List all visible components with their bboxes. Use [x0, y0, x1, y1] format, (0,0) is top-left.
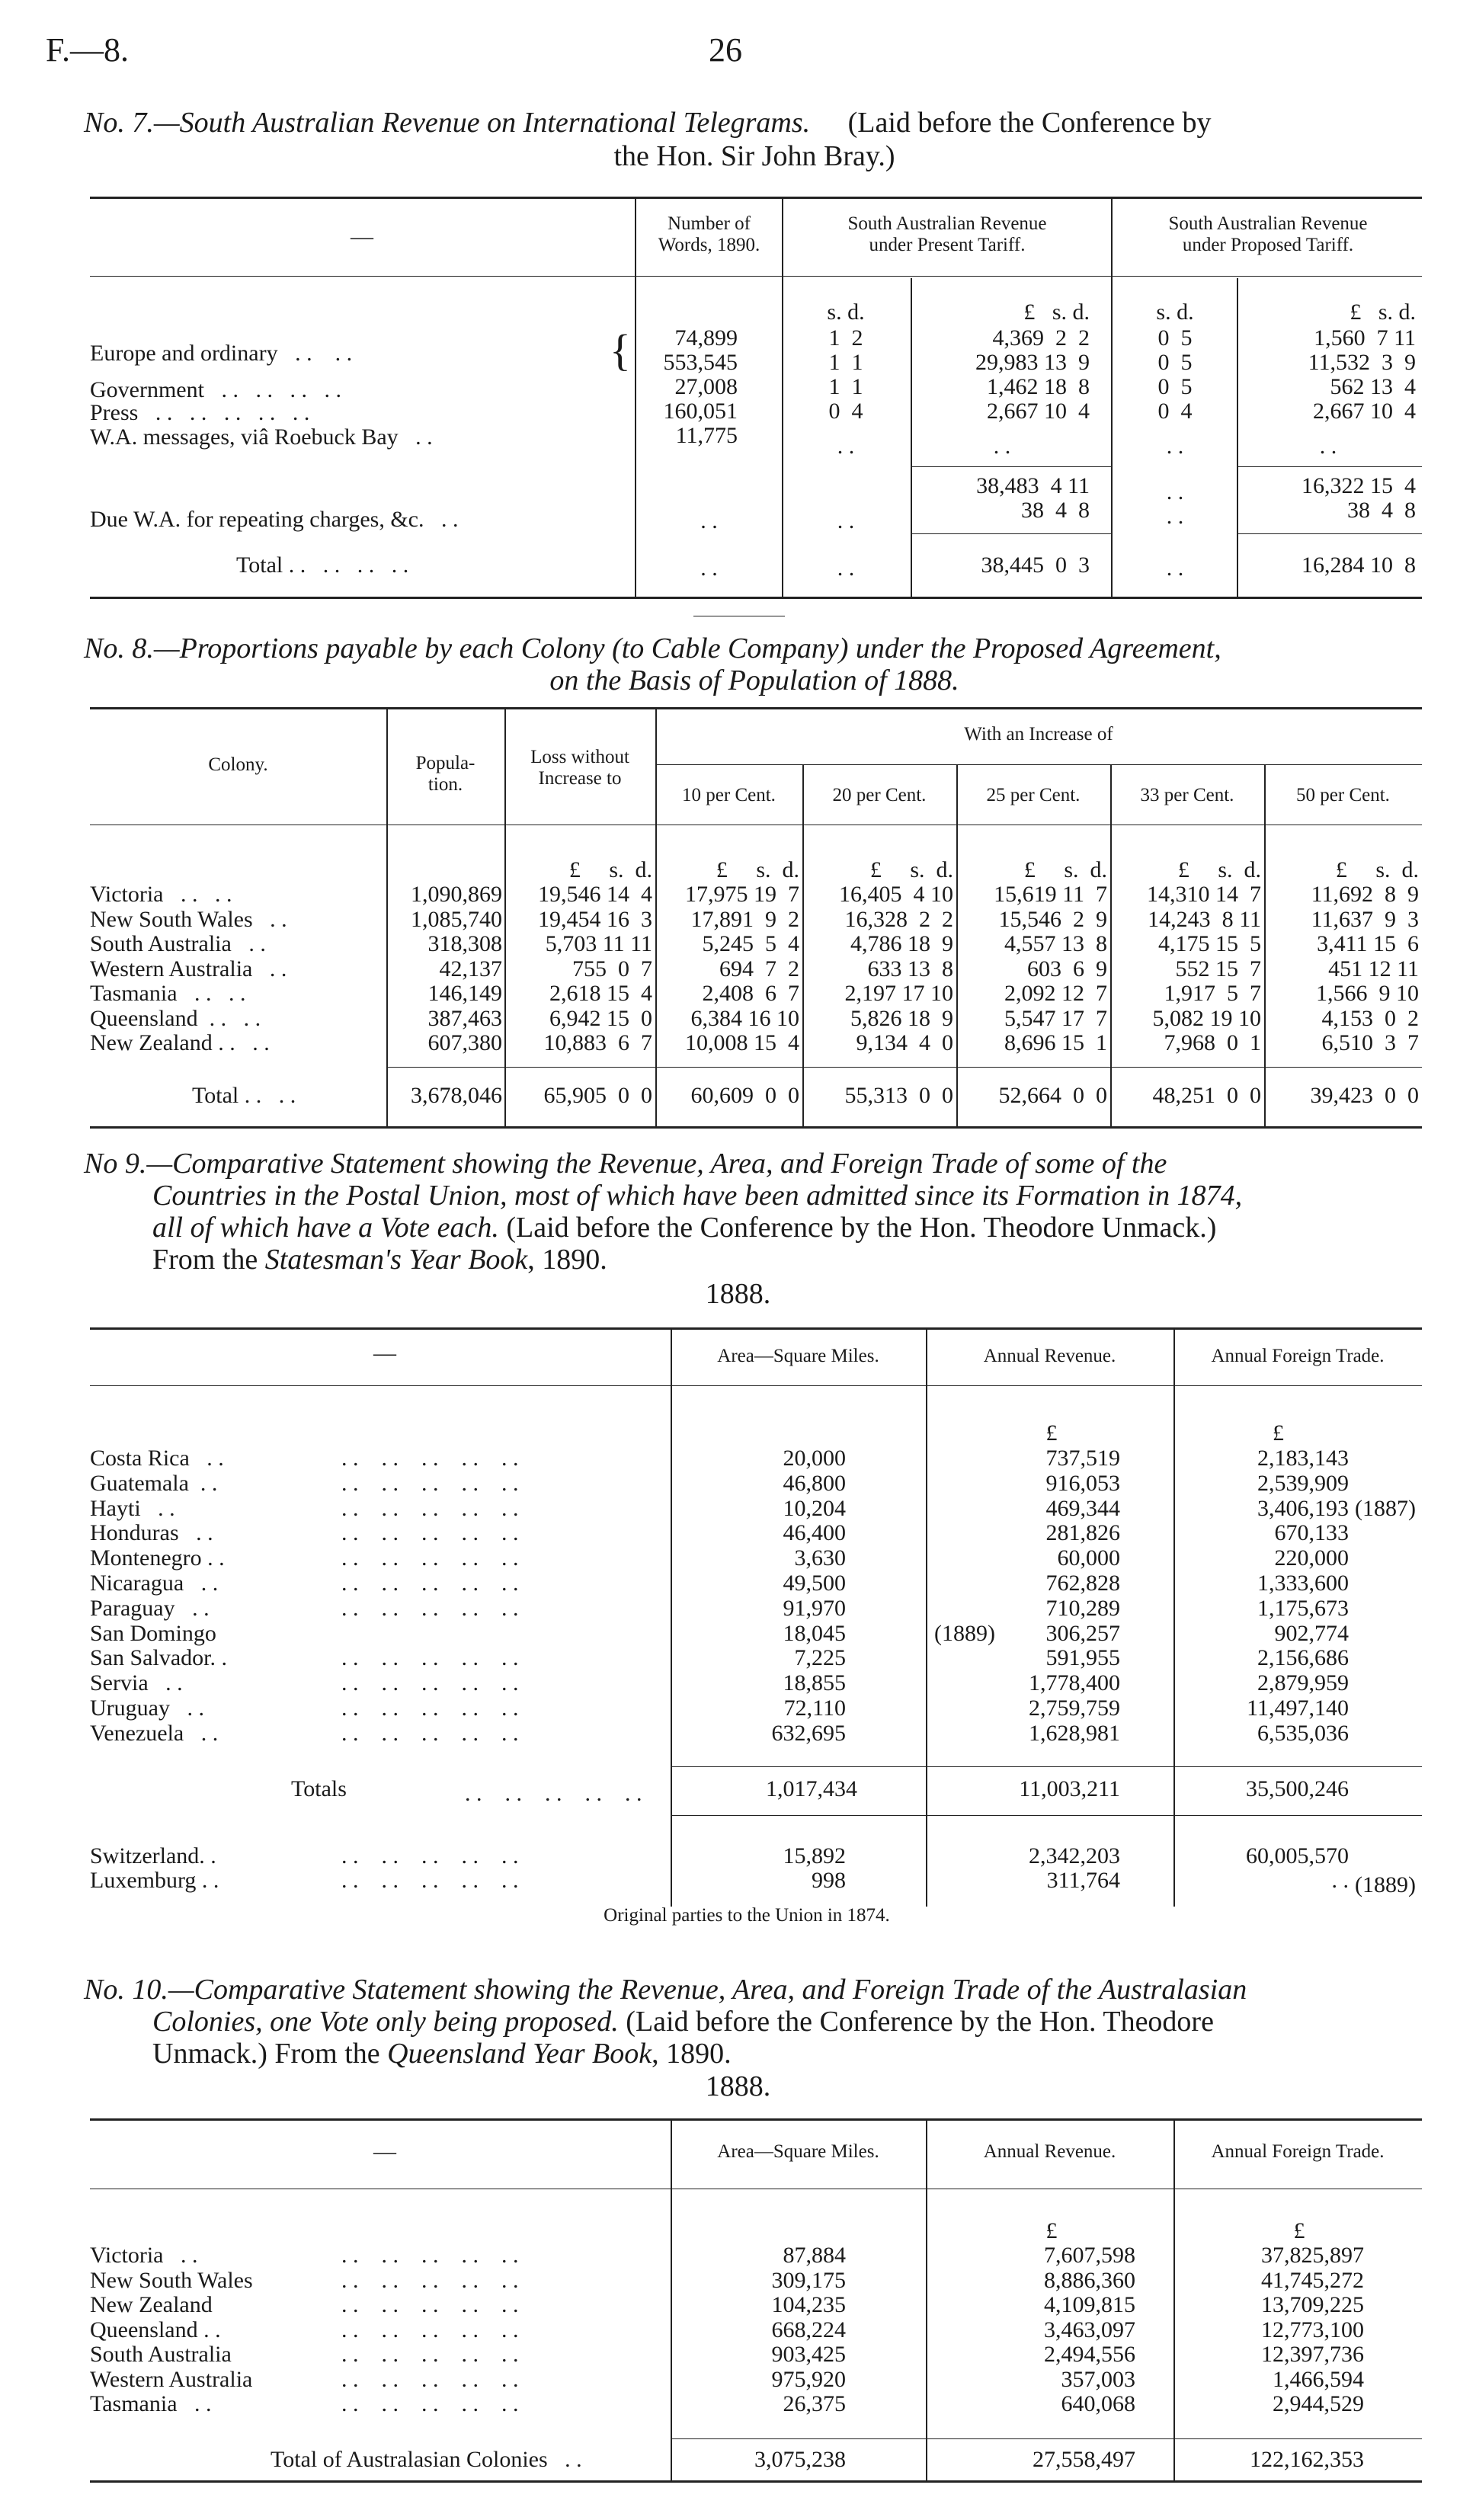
amount-cell: 1,566 9 10: [1316, 981, 1419, 1006]
proposed-rate-cell: 0 5: [1157, 325, 1193, 351]
amount-cell: 6,384 16 10: [690, 1005, 799, 1031]
present-total-cell: 4,369 2 2: [992, 325, 1090, 351]
table-7-title: No. 7.—South Australian Revenue on International Telegrams.: [84, 107, 811, 139]
page-reference: F.—8.: [46, 31, 129, 69]
table-7-caption-line2: the Hon. Sir John Bray.): [613, 140, 895, 172]
revenue-cell: 3,463,097: [1044, 2317, 1135, 2342]
trade-cell: 220,000: [1274, 1545, 1349, 1571]
row-label: Uruguay . .: [90, 1695, 204, 1721]
units: £ s. d.: [716, 857, 799, 882]
total-cell: 55,313 0 0: [844, 1083, 953, 1108]
trade-cell: 12,773,100: [1261, 2317, 1364, 2342]
row-label: Guatemala . .: [90, 1470, 218, 1496]
amount-cell: 10,008 15 4: [685, 1030, 799, 1055]
trade-cell: 2,156,686: [1257, 1645, 1349, 1671]
dots: . . . . . . . . . .: [341, 2317, 519, 2342]
amount-cell: 4,557 13 8: [1004, 931, 1107, 956]
present-total-cell: 2,667 10 4: [987, 399, 1090, 424]
row-label: Western Australia . .: [90, 956, 287, 981]
stub-dash: —: [373, 2139, 396, 2164]
amount-cell: 6,510 3 7: [1321, 1030, 1419, 1055]
present-rate-cell: . .: [837, 434, 855, 459]
dots: . . . . . . . . . .: [341, 1645, 519, 1671]
brace-icon: {: [610, 325, 631, 375]
dots: . . . . . . . . . .: [341, 1495, 519, 1521]
population-cell: 146,149: [427, 981, 502, 1006]
amount-cell: 11,637 9 3: [1311, 906, 1419, 932]
revenue-cell: 469,344: [1045, 1495, 1120, 1521]
amount-cell: 15,619 11 7: [994, 882, 1107, 907]
trade-cell: 3,406,193: [1257, 1495, 1349, 1521]
amount-cell: 755 0 7: [572, 956, 652, 981]
row-label: Nicaragua . .: [90, 1571, 219, 1596]
table-8-title-line2: on the Basis of Population of 1888.: [549, 664, 959, 696]
page-number: 26: [709, 31, 742, 69]
area-cell: 998: [812, 1868, 846, 1893]
amount-cell: 5,245 5 4: [702, 931, 799, 956]
table-7-present-sd-units: s. d.: [827, 299, 865, 325]
col-trade: Annual Foreign Trade.: [1211, 1346, 1385, 1366]
units: £ s. d.: [1023, 857, 1107, 882]
trade-cell: 11,497,140: [1247, 1695, 1349, 1721]
table-7-stub-dash: —: [351, 224, 373, 249]
col-loss: Loss without Increase to: [530, 747, 629, 789]
pound-unit: £: [1045, 1420, 1058, 1446]
due-proposed: 38 4 8: [1347, 498, 1416, 523]
area-cell: 46,800: [783, 1470, 846, 1496]
revenue-cell: 2,494,556: [1044, 2342, 1135, 2367]
revenue-cell: 710,289: [1045, 1595, 1120, 1621]
population-cell: 387,463: [427, 1005, 502, 1031]
amount-cell: 8,696 15 1: [1004, 1030, 1107, 1055]
present-total-cell: 29,983 13 9: [975, 350, 1090, 375]
pound-unit: £: [1293, 2218, 1305, 2243]
due-label: Due W.A. for repeating charges, &c. . .: [90, 507, 459, 532]
dots: . . . . . . . . . .: [341, 1843, 519, 1868]
row-label: Switzerland. .: [90, 1843, 216, 1868]
words-cell: 553,545: [663, 350, 738, 375]
dots: . . . . . . . . . .: [341, 2342, 519, 2367]
area-cell: 20,000: [783, 1446, 846, 1471]
revenue-cell: 2,759,759: [1029, 1695, 1120, 1721]
amount-cell: 9,134 4 0: [856, 1030, 953, 1055]
proposed-total-cell: 1,560 7 11: [1314, 325, 1416, 351]
dots: . .: [1166, 504, 1184, 529]
dots: . . . . . . . . . .: [341, 2391, 519, 2416]
row-label: San Salvador. .: [90, 1645, 227, 1671]
amount-cell: 6,942 15 0: [549, 1005, 652, 1031]
row-label: Queensland . .: [90, 2317, 221, 2342]
proposed-rate-cell: . .: [1166, 434, 1184, 459]
dots: . . . . . . . . . .: [341, 1595, 519, 1621]
col-25: 25 per Cent.: [986, 785, 1081, 805]
proposed-total-cell: . .: [1319, 434, 1337, 459]
amount-cell: 17,891 9 2: [690, 906, 799, 932]
revenue-cell: 640,068: [1061, 2391, 1135, 2416]
caption-source: Statesman's Year Book: [264, 1244, 528, 1276]
amount-cell: 633 13 8: [867, 956, 953, 981]
amount-cell: 2,408 6 7: [702, 981, 799, 1006]
trade-cell: 2,183,143: [1257, 1446, 1349, 1471]
totals-label: Totals: [291, 1776, 347, 1801]
amount-cell: 16,405 4 10: [839, 882, 953, 907]
caption-line: , 1890.: [652, 2038, 732, 2070]
row-label: New Zealand . . . .: [90, 1030, 270, 1055]
pound-unit: £: [1273, 1420, 1284, 1446]
row-label: Hayti . .: [90, 1495, 175, 1521]
revenue-cell: 306,257: [1045, 1620, 1120, 1646]
row-label: Venezuela . .: [90, 1720, 219, 1746]
amount-cell: 2,618 15 4: [549, 981, 652, 1006]
col-area: Area—Square Miles.: [717, 2141, 879, 2162]
dots: . . . . . . . . . .: [341, 2267, 519, 2293]
revenue-cell: 281,826: [1045, 1520, 1120, 1546]
amount-cell: 7,968 0 1: [1164, 1030, 1261, 1055]
area-cell: 15,892: [783, 1843, 846, 1868]
col-revenue: Annual Revenue.: [983, 2141, 1116, 2162]
row-label: Tasmania . .: [90, 2391, 212, 2416]
row-label: New South Wales . .: [90, 906, 287, 932]
total-label: Total . . . .: [192, 1083, 296, 1108]
total-cell: 52,664 0 0: [998, 1083, 1107, 1108]
dots: . . . . . . . . . .: [341, 2243, 519, 2268]
note-cell: (1887): [1355, 1495, 1416, 1521]
proposed-rate-cell: 0 4: [1157, 399, 1193, 424]
area-cell: 309,175: [771, 2267, 846, 2293]
units: £ s. d.: [1177, 857, 1261, 882]
area-cell: 668,224: [771, 2317, 846, 2342]
amount-cell: 15,546 2 9: [998, 906, 1107, 932]
stub-dash: —: [373, 1340, 396, 1366]
proposed-total-cell: 562 13 4: [1330, 374, 1416, 399]
total-population: 3,678,046: [411, 1083, 502, 1108]
population-cell: 1,085,740: [411, 906, 502, 932]
caption-line: Unmack.) From the: [152, 2038, 388, 2070]
dots: . .: [837, 556, 855, 581]
amount-cell: 3,411 15 6: [1317, 931, 1419, 956]
revenue-cell: 60,000: [1057, 1545, 1120, 1571]
row-label: Montenegro . .: [90, 1545, 225, 1571]
amount-cell: 10,883 6 7: [543, 1030, 652, 1055]
totals-revenue: 11,003,211: [1019, 1776, 1120, 1801]
dots: . . . . . . . . . .: [341, 2292, 519, 2317]
pound-unit: £: [1045, 2218, 1058, 2243]
area-cell: 18,045: [783, 1620, 846, 1646]
amount-cell: 5,703 11 11: [545, 931, 652, 956]
area-cell: 87,884: [783, 2243, 846, 2268]
table-7-proposed-sd-units: s. d.: [1156, 299, 1194, 325]
area-cell: 7,225: [794, 1645, 846, 1671]
proposed-total-cell: 2,667 10 4: [1313, 399, 1416, 424]
revenue-cell: 8,886,360: [1044, 2267, 1135, 2293]
revenue-cell: 1,778,400: [1029, 1670, 1120, 1696]
dots: . . . . . . . . . .: [341, 1720, 519, 1746]
words-cell: 160,051: [663, 399, 738, 424]
present-rate-cell: 1 1: [828, 350, 863, 375]
proposed-rate-cell: 0 5: [1157, 374, 1193, 399]
caption-line: Colonies, one Vote only being proposed.: [152, 2006, 619, 2038]
trade-cell: 13,709,225: [1261, 2292, 1364, 2317]
row-label: San Domingo: [90, 1620, 216, 1646]
row-label: Government . . . . . . . .: [90, 377, 341, 402]
trade-cell: 12,397,736: [1261, 2342, 1364, 2367]
amount-cell: 1,917 5 7: [1164, 981, 1261, 1006]
col-area: Area—Square Miles.: [717, 1346, 879, 1366]
present-total-cell: 1,462 18 8: [987, 374, 1090, 399]
present-rate-cell: 0 4: [828, 399, 863, 424]
proposed-rate-cell: 0 5: [1157, 350, 1193, 375]
note-cell: (1889): [1355, 1872, 1416, 1897]
amount-cell: 451 12 11: [1328, 956, 1419, 981]
units: £ s. d.: [568, 857, 652, 882]
revenue-cell: 4,109,815: [1044, 2292, 1135, 2317]
total-label: Total . . . . . . . .: [236, 552, 409, 578]
row-label: Servia . .: [90, 1670, 183, 1696]
caption-line: all of which have a Vote each.: [152, 1212, 499, 1244]
col-20: 20 per Cent.: [832, 785, 927, 805]
dots: . . . . . . . . . .: [341, 2366, 519, 2392]
amount-cell: 4,153 0 2: [1321, 1005, 1419, 1031]
total-present: 38,445 0 3: [981, 552, 1090, 578]
table-8-title: No. 8.—Proportions payable by each Colony (to Cable Company) under the Proposed Agreement,: [84, 632, 1221, 664]
revenue-cell: 762,828: [1045, 1571, 1120, 1596]
trade-cell: 60,005,570: [1246, 1843, 1349, 1868]
amount-cell: 5,082 19 10: [1152, 1005, 1261, 1031]
dots: . .: [837, 508, 855, 533]
area-cell: 46,400: [783, 1520, 846, 1546]
dots: . .: [1166, 479, 1184, 504]
area-cell: 975,920: [771, 2366, 846, 2392]
area-cell: 26,375: [783, 2391, 846, 2416]
amount-cell: 4,175 15 5: [1158, 931, 1261, 956]
row-label: South Australia . .: [90, 931, 266, 956]
trade-cell: . .: [1331, 1868, 1349, 1893]
trade-cell: 2,539,909: [1257, 1470, 1349, 1496]
trade-cell: 2,879,959: [1257, 1670, 1349, 1696]
row-label: Queensland . . . .: [90, 1005, 261, 1031]
row-label: Europe and ordinary . . . .: [90, 341, 353, 366]
trade-cell: 1,333,600: [1257, 1571, 1349, 1596]
trade-cell: 902,774: [1274, 1620, 1349, 1646]
year: 1888.: [705, 2070, 771, 2102]
trade-cell: 670,133: [1274, 1520, 1349, 1546]
revenue-cell: 357,003: [1061, 2366, 1135, 2392]
amount-cell: 16,328 2 2: [844, 906, 953, 932]
amount-cell: 694 7 2: [719, 956, 799, 981]
trade-cell: 1,466,594: [1273, 2366, 1364, 2392]
words-cell: 11,775: [675, 423, 738, 448]
row-label: Paraguay . .: [90, 1595, 210, 1621]
caption-line: From the: [152, 1244, 265, 1276]
area-cell: 104,235: [771, 2292, 846, 2317]
trade-cell: 1,175,673: [1257, 1595, 1349, 1621]
amount-cell: 552 15 7: [1175, 956, 1261, 981]
trade-cell: 37,825,897: [1261, 2243, 1364, 2268]
amount-cell: 17,975 19 7: [685, 882, 799, 907]
population-cell: 318,308: [427, 931, 502, 956]
col-33: 33 per Cent.: [1140, 785, 1234, 805]
col-colony: Colony.: [208, 754, 268, 775]
total-cell: 60,609 0 0: [690, 1083, 799, 1108]
caption-source: Queensland Year Book: [387, 2038, 652, 2070]
table-7-col-words: Number of Words, 1890.: [658, 213, 760, 255]
row-label: Victoria . .: [90, 2243, 198, 2268]
present-total-cell: . .: [993, 434, 1011, 459]
row-label: Victoria . . . .: [90, 882, 232, 907]
total-trade: 122,162,353: [1250, 2447, 1364, 2472]
total-revenue: 27,558,497: [1033, 2447, 1135, 2472]
words-cell: 74,899: [674, 325, 738, 351]
present-rate-cell: 1 1: [828, 374, 863, 399]
trade-cell: 2,944,529: [1273, 2391, 1364, 2416]
row-label: Western Australia: [90, 2366, 253, 2392]
units: £ s. d.: [1335, 857, 1419, 882]
trade-cell: 6,535,036: [1257, 1720, 1349, 1746]
dots: . . . . . . . . . .: [341, 1571, 519, 1596]
row-label: Press . . . . . . . . . .: [90, 400, 310, 425]
table-7-col-present: South Australian Revenue under Present Tariff.: [847, 213, 1047, 255]
amount-cell: 4,786 18 9: [850, 931, 953, 956]
dots: . . . . . . . . . .: [465, 1781, 642, 1806]
row-label: New Zealand: [90, 2292, 213, 2317]
row-label: South Australia: [90, 2342, 232, 2367]
amount-cell: 14,243 8 11: [1148, 906, 1261, 932]
due-present: 38 4 8: [1021, 498, 1090, 523]
dots: . . . . . . . . . .: [341, 1470, 519, 1496]
amount-cell: 14,310 14 7: [1147, 882, 1261, 907]
dots: . . . . . . . . . .: [341, 1545, 519, 1571]
area-cell: 91,970: [783, 1595, 846, 1621]
totals-trade: 35,500,246: [1246, 1776, 1349, 1801]
row-label: New South Wales: [90, 2267, 253, 2293]
total-area: 3,075,238: [754, 2447, 846, 2472]
caption-line: No 9.—Comparative Statement showing the Revenue, Area, and Foreign Trade of some of the: [84, 1148, 1167, 1180]
revenue-cell: 7,607,598: [1044, 2243, 1135, 2268]
total-proposed: 16,284 10 8: [1302, 552, 1416, 578]
revenue-note: (1889): [934, 1620, 995, 1646]
amount-cell: 19,454 16 3: [538, 906, 652, 932]
total-cell: 39,423 0 0: [1310, 1083, 1419, 1108]
dots: . .: [700, 508, 718, 533]
revenue-cell: 591,955: [1045, 1645, 1120, 1671]
caption-line: No. 10.—Comparative Statement showing the Revenue, Area, and Foreign Trade of the Australasian: [84, 1974, 1247, 2006]
population-cell: 607,380: [427, 1030, 502, 1055]
area-cell: 903,425: [771, 2342, 846, 2367]
col-increase-group: With an Increase of: [964, 724, 1113, 744]
present-rate-cell: 1 2: [828, 325, 863, 351]
area-cell: 632,695: [771, 1720, 846, 1746]
proposed-subtotal: 16,322 15 4: [1302, 473, 1416, 498]
population-cell: 1,090,869: [411, 882, 502, 907]
dots: . . . . . . . . . .: [341, 1520, 519, 1546]
row-label: W.A. messages, viâ Roebuck Bay . .: [90, 424, 433, 450]
caption-line: (Laid before the Conference by the Hon. Theodore Unmack.): [506, 1212, 1217, 1244]
revenue-cell: 916,053: [1045, 1470, 1120, 1496]
year: 1888.: [705, 1278, 771, 1310]
caption-line: , 1890.: [527, 1244, 607, 1276]
col-50: 50 per Cent.: [1296, 785, 1390, 805]
revenue-cell: 737,519: [1045, 1446, 1120, 1471]
amount-cell: 11,692 8 9: [1311, 882, 1419, 907]
table-7-col-proposed: South Australian Revenue under Proposed Tariff.: [1168, 213, 1368, 255]
col-trade: Annual Foreign Trade.: [1211, 2141, 1385, 2162]
area-cell: 3,630: [794, 1545, 846, 1571]
row-label: Costa Rica . .: [90, 1446, 224, 1471]
present-subtotal: 38,483 4 11: [976, 473, 1090, 498]
proposed-total-cell: 11,532 3 9: [1308, 350, 1416, 375]
units: £ s. d.: [869, 857, 953, 882]
area-cell: 72,110: [783, 1695, 846, 1721]
footnote: Original parties to the Union in 1874.: [604, 1905, 890, 1926]
row-label: Tasmania . . . .: [90, 981, 246, 1006]
dots: . . . . . . . . . .: [341, 1446, 519, 1471]
dots: . .: [700, 556, 718, 581]
amount-cell: 2,092 12 7: [1004, 981, 1107, 1006]
area-cell: 49,500: [783, 1571, 846, 1596]
revenue-cell: 311,764: [1046, 1868, 1120, 1893]
dots: . . . . . . . . . .: [341, 1695, 519, 1721]
dots: . . . . . . . . . .: [341, 1868, 519, 1893]
total-cell: 65,905 0 0: [543, 1083, 652, 1108]
amount-cell: 2,197 17 10: [844, 981, 953, 1006]
caption-line: (Laid before the Conference by the Hon. Theodore: [626, 2006, 1214, 2038]
caption-line: Countries in the Postal Union, most of which have been admitted since its Formation in 1874,: [152, 1180, 1243, 1212]
amount-cell: 19,546 14 4: [538, 882, 652, 907]
col-population: Popula- tion.: [415, 753, 475, 795]
total-label: Total of Australasian Colonies . .: [271, 2447, 582, 2472]
dots: . . . . . . . . . .: [341, 1670, 519, 1696]
row-label: Luxemburg . .: [90, 1868, 219, 1893]
revenue-cell: 2,342,203: [1029, 1843, 1120, 1868]
words-cell: 27,008: [674, 374, 738, 399]
total-cell: 48,251 0 0: [1152, 1083, 1261, 1108]
col-revenue: Annual Revenue.: [983, 1346, 1116, 1366]
totals-area: 1,017,434: [766, 1776, 857, 1801]
dots: . .: [1166, 556, 1184, 581]
table-7-present-lsd-units: £ s. d.: [1023, 299, 1090, 325]
col-10: 10 per Cent.: [682, 785, 776, 805]
trade-cell: 41,745,272: [1261, 2267, 1364, 2293]
table-7-caption-tail: (Laid before the Conference by: [847, 107, 1212, 139]
area-cell: 18,855: [783, 1670, 846, 1696]
population-cell: 42,137: [439, 956, 502, 981]
row-label: Honduras . .: [90, 1520, 213, 1546]
amount-cell: 603 6 9: [1027, 956, 1107, 981]
table-7-proposed-lsd-units: £ s. d.: [1350, 299, 1416, 325]
area-cell: 10,204: [783, 1495, 846, 1521]
revenue-cell: 1,628,981: [1029, 1720, 1120, 1746]
amount-cell: 5,826 18 9: [850, 1005, 953, 1031]
amount-cell: 5,547 17 7: [1004, 1005, 1107, 1031]
